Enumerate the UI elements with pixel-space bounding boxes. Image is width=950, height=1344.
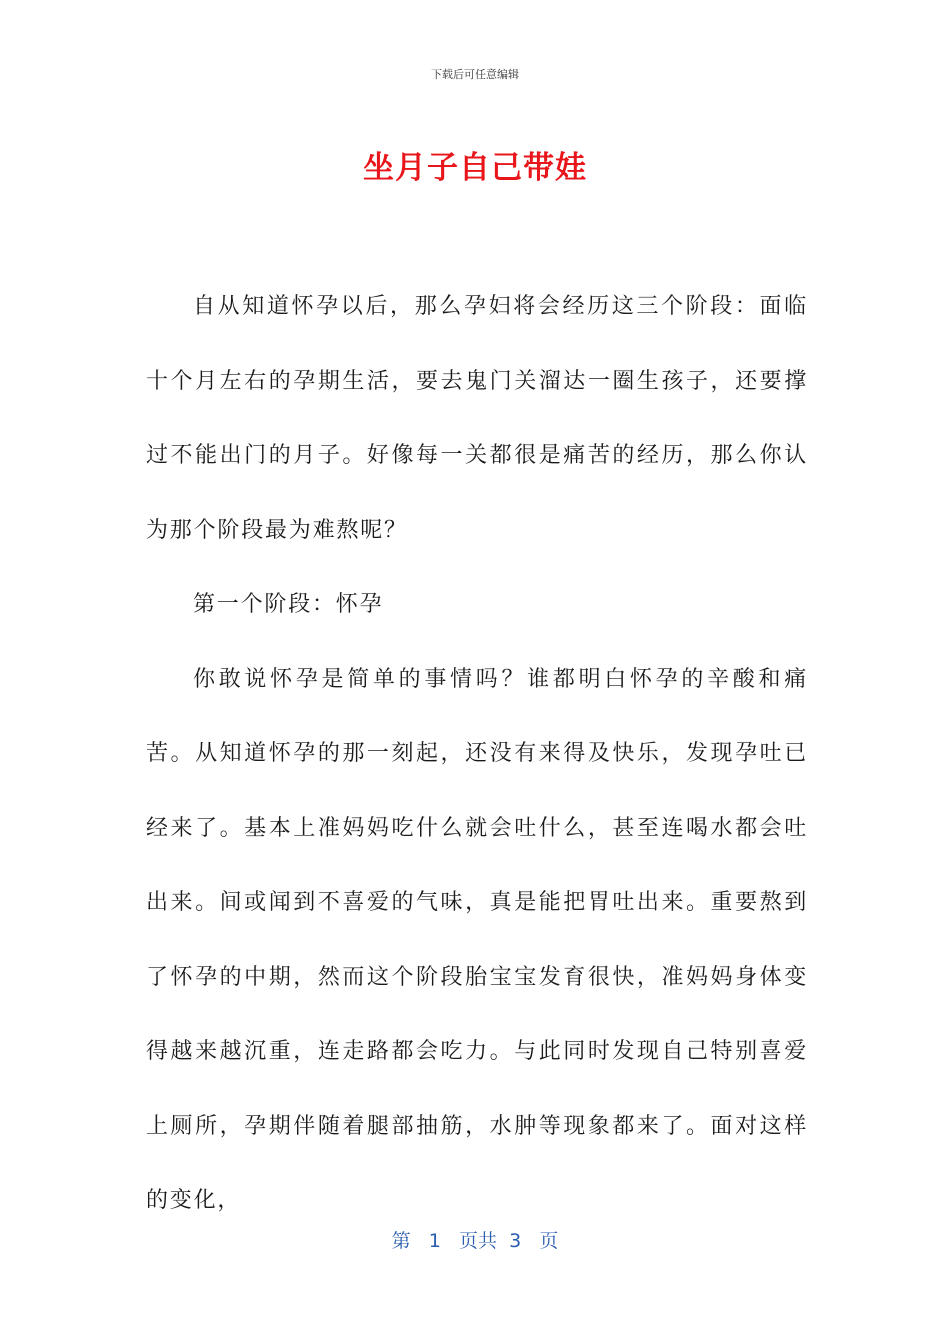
document-body	[146, 270, 808, 1239]
document-title: 坐月子自己带娃	[363, 150, 587, 186]
page-footer	[0, 1226, 950, 1253]
paragraph-intro: 自从知道怀孕以后，那么孕妇将会经历这三个阶段：面临十个月左右的孕期生活，要去鬼门关溜达一圈生孩子，还要撑过不能出门的月子。好像每一关都很是痛苦的经历，那么你认为那个阶段最为难熬呢？	[146, 294, 808, 543]
paragraph-stage-heading: 第一个阶段：怀孕	[193, 592, 384, 617]
header-note: 下载后可任意编辑	[431, 68, 519, 81]
footer-page-middle: 页共	[459, 1230, 498, 1252]
footer-page-prefix: 第	[391, 1230, 411, 1252]
footer-page-suffix: 页	[539, 1230, 559, 1252]
paragraph-pregnancy: 你敢说怀孕是简单的事情吗？谁都明白怀孕的辛酸和痛苦。从知道怀孕的那一刻起，还没有来得及快乐，发现孕吐已经来了。基本上准妈妈吃什么就会吐什么，甚至连喝水都会吐出来。间或闻到不喜爱的气味，真是能把胃吐出来。重要熬到了怀孕的中期，然而这个阶段胎宝宝发育很快，准妈妈身体变得越来越沉重，连走路都会吃力。与此同时发现自己特别喜爱上厕所，孕期伴随着腿部抽筋，水肿等现象都来了。面对这样的变化，	[146, 666, 808, 1213]
footer-total-pages: 3	[509, 1230, 522, 1252]
footer-current-page: 1	[428, 1230, 441, 1252]
